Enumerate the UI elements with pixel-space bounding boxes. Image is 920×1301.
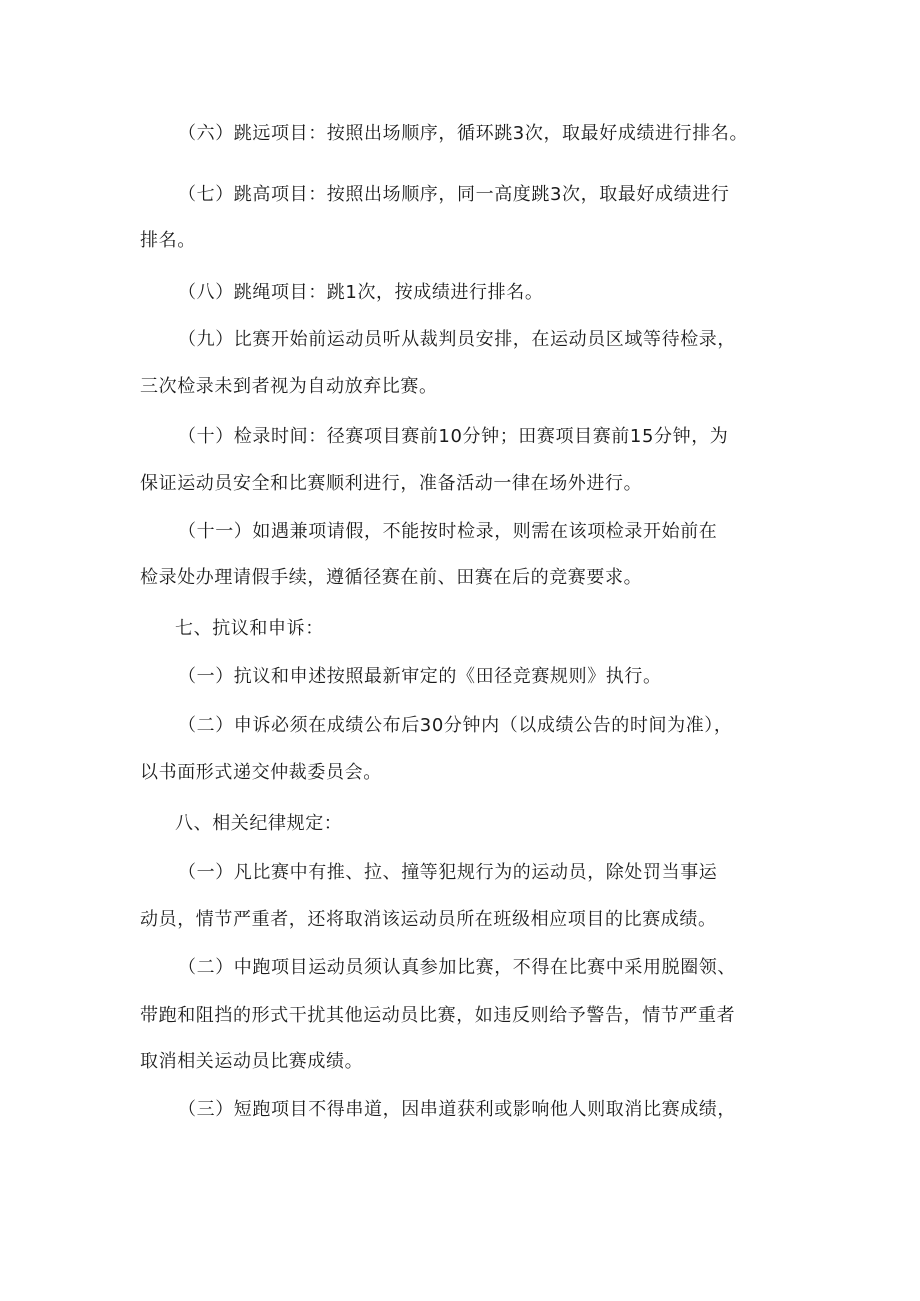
paragraph-sprint-line-1: （三）短跑项目不得串道，因串道获利或影响他人则取消比赛成绩， [178, 1099, 736, 1120]
paragraph-long-jump: （六）跳远项目：按照出场顺序，循环跳3次，取最好成绩进行排名。 [178, 123, 749, 144]
paragraph-check-in-time-line-1: （十）检录时间：径赛项目赛前10分钟；田赛项目赛前15分钟，为 [178, 426, 729, 447]
paragraph-foul-line-1: （一）凡比赛中有推、拉、撞等犯规行为的运动员，除处罚当事运 [178, 862, 718, 883]
paragraph-leave-line-1: （十一）如遇兼项请假，不能按时检录，则需在该项检录开始前在 [178, 521, 718, 542]
paragraph-high-jump-line-2: 排名。 [140, 230, 196, 251]
paragraph-protest-rules: （一）抗议和申述按照最新审定的《田径竞赛规则》执行。 [178, 666, 662, 687]
section-heading-discipline: 八、相关纪律规定： [175, 813, 343, 834]
paragraph-check-in-line-2: 三次检录未到者视为自动放弃比赛。 [140, 376, 438, 397]
paragraph-middle-distance-line-2: 带跑和阻挡的形式干扰其他运动员比赛，如违反则给予警告，情节严重者 [140, 1005, 736, 1026]
paragraph-appeal-line-2: 以书面形式递交仲裁委员会。 [140, 762, 382, 783]
paragraph-jump-rope: （八）跳绳项目：跳1次，按成绩进行排名。 [178, 282, 544, 303]
paragraph-middle-distance-line-1: （二）中跑项目运动员须认真参加比赛，不得在比赛中采用脱圈领、 [178, 957, 736, 978]
paragraph-appeal-line-1: （二）申诉必须在成绩公布后30分钟内（以成绩公告的时间为准）， [178, 715, 733, 736]
section-heading-protest: 七、抗议和申诉： [175, 618, 324, 639]
paragraph-check-in-line-1: （九）比赛开始前运动员听从裁判员安排，在运动员区域等待检录， [178, 329, 736, 350]
paragraph-high-jump-line-1: （七）跳高项目：按照出场顺序，同一高度跳3次，取最好成绩进行 [178, 184, 730, 205]
paragraph-middle-distance-line-3: 取消相关运动员比赛成绩。 [140, 1051, 364, 1072]
paragraph-check-in-time-line-2: 保证运动员安全和比赛顺利进行，准备活动一律在场外进行。 [140, 473, 643, 494]
paragraph-foul-line-2: 动员，情节严重者，还将取消该运动员所在班级相应项目的比赛成绩。 [140, 909, 717, 930]
paragraph-leave-line-2: 检录处办理请假手续，遵循径赛在前、田赛在后的竞赛要求。 [140, 567, 643, 588]
